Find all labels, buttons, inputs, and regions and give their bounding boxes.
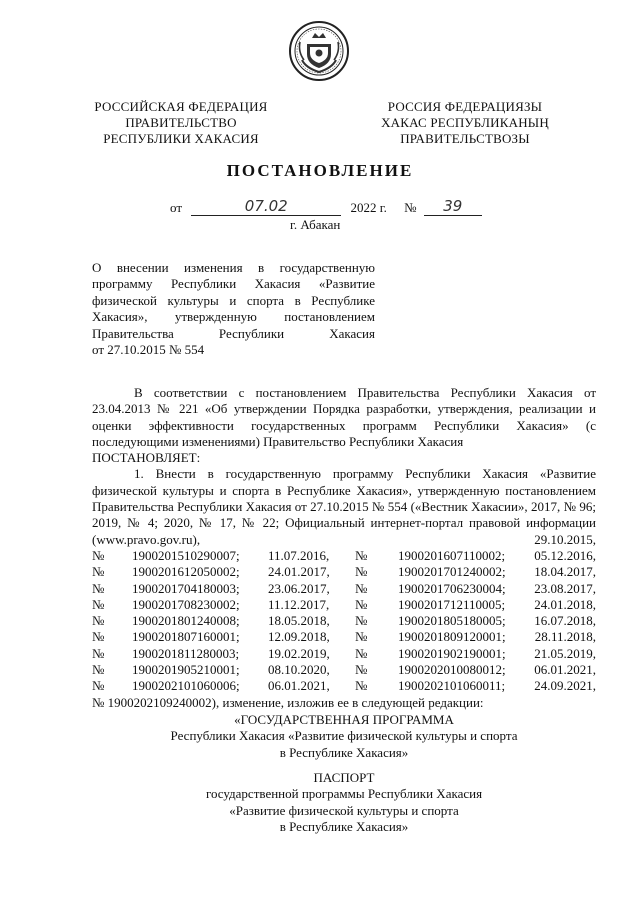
registry-row [92,678,596,694]
registry-cell: 08.10.2020, [268,662,330,678]
registry-cell: 1900201801240008; [132,613,240,629]
registry-cell: 1900201809120001; [398,629,506,645]
registry-cell: 24.09.2021, [534,678,596,694]
passport-heading: ПАСПОРТ [313,770,375,785]
registry-cell: 19.02.2019, [268,645,330,661]
year-text: 2022 г. [350,200,387,215]
registry-cell: 21.05.2019, [534,645,596,661]
coat-of-arms-emblem [288,20,350,82]
registry-cell: № [355,629,368,645]
header-left-line-3: РЕСПУБЛИКИ ХАКАСИЯ [103,131,259,146]
program-title-line: Республики Хакасия «Развитие физической культуры и спорта [170,728,518,744]
registry-cell: 1900201607110002; [398,548,506,563]
header-right-line-1: РОССИЯ ФЕДЕРАЦИЯЗЫ [387,99,543,114]
registry-cell: № [92,645,105,661]
registry-cell: 1900201712110005; [398,596,506,612]
registry-cell: № [355,678,368,694]
registry-row [92,581,596,597]
program-title-line: в Республике Хакасия» [279,744,409,760]
registry-cell: № [92,613,105,629]
registry-cell: № [92,580,105,596]
registry-row [92,548,596,564]
registry-row [92,597,596,613]
registry-cell: 28.11.2018, [534,629,596,645]
header-khakas [365,99,565,147]
header-right-line-2: ХАКАС РЕСПУБЛИКАНЫҢ [381,115,549,130]
subject-line: программу Республики Хакасия «Развитие [92,276,375,292]
registry-cell: 1900202101060006; [132,678,240,694]
subject-line: от 27.10.2015 № 554 [92,342,205,358]
subject-line: Правительства Республики Хакасия [92,325,375,341]
city: г. Абакан [290,217,341,232]
registry-cell: 06.01.2021, [534,662,596,678]
item-1-tail: № 1900202109240002), изменение, изложив ее в следующей редакции: [92,695,484,710]
registry-cell: 16.07.2018, [534,613,596,629]
program-title-block [92,712,596,761]
registry-cell: 05.12.2016, [534,548,596,563]
registry-cell: 23.06.2017, [268,580,330,596]
registry-cell: № [355,613,368,629]
passport-title-line: государственной программы Республики Хакасия [205,786,483,802]
date-handwritten: 07.02 [191,199,341,216]
registry-cell: 1900201704180003; [132,580,240,596]
registry-cell: 18.05.2018, [268,613,330,629]
registry-cell: № [92,596,105,612]
decree-word: ПОСТАНОВЛЯЕТ: [92,450,201,466]
registry-cell: 1900202101060011; [398,678,506,694]
registry-cell: 12.09.2018, [268,629,330,645]
registry-cell: № [355,548,368,563]
registry-row [92,662,596,678]
registry-cell: № [92,564,105,580]
registry-cell: 1900201902190001; [398,645,506,661]
registry-cell: 11.07.2016, [268,548,330,563]
registry-cell: 1900201510290007; [132,548,240,563]
registry-cell: 11.12.2017, [268,596,330,612]
registry-cell: 24.01.2017, [268,564,330,580]
registry-row [92,629,596,645]
registry-cell: 1900201905210001; [132,662,240,678]
passport-title-line: в Республике Хакасия» [279,818,409,834]
registry-list [92,548,596,695]
registry-cell: № [355,580,368,596]
subject-line: О внесении изменения в государственную [92,260,375,275]
registry-cell: № [92,548,105,563]
item-1-tail-block [92,695,596,711]
registry-cell: 23.08.2017, [534,580,596,596]
registry-cell: № [92,629,105,645]
number-sign: № [404,200,417,215]
registry-cell: 1900201701240002; [398,564,506,580]
registry-row [92,613,596,629]
registry-cell: 1900201708230002; [132,596,240,612]
registry-cell: № [92,678,105,694]
passport-title-block [92,770,596,835]
header-russian [88,99,274,147]
subject-line: Хакасия», утвержденную постановлением [92,309,375,325]
registry-cell: 06.01.2021, [268,678,330,694]
date-prefix: от [170,200,183,215]
header-right-line-3: ПРАВИТЕЛЬСТВОЗЫ [400,131,530,146]
subject-line: физической культуры и спорта в Республике [92,292,375,308]
registry-cell: № [355,662,368,678]
registry-cell: 1900201811280003; [132,645,240,661]
item-1-intro: 1. Внести в государственную программу Республики Хакасия «Развитие физической культуры и спорта в Республике Хакасия», утвержденную постановлением Правительства Республики Хакасия от 27.10.2015 № 554 («Вестник Хакасии», 2017, № 96; 2019, № 4; 2020, № 17, № 22; Официальный интернет-портал правовой информации (www.pravo.gov.ru), 29.10.2015, [92,466,596,547]
registry-cell: 1900201807160001; [132,629,240,645]
passport-title-line: «Развитие физической культуры и спорта [229,802,459,818]
number-handwritten: 39 [424,199,482,216]
registry-cell: 1900202010080012; [398,662,506,678]
registry-row [92,564,596,580]
program-title-line: «ГОСУДАРСТВЕННАЯ ПРОГРАММА [234,712,454,727]
header-left-line-1: РОССИЙСКАЯ ФЕДЕРАЦИЯ [94,99,268,114]
header-left-line-2: ПРАВИТЕЛЬСТВО [125,115,237,130]
document-title: ПОСТАНОВЛЕНИЕ [226,161,414,180]
registry-row [92,646,596,662]
registry-cell: 24.01.2018, [534,596,596,612]
registry-cell: 1900201805180005; [398,613,506,629]
preamble-text: В соответствии с постановлением Правительства Республики Хакасия от 23.04.2013 № 221 «Об утверждении Порядка разработки, утверждения, реализации и оценки эффективности государственных программ Республики Хакасия» (с последующими изменениями) Правительство Республики Хакасия [92,385,596,449]
registry-cell: 1900201706230004; [398,580,506,596]
registry-cell: 18.04.2017, [534,564,596,580]
registry-cell: № [355,645,368,661]
subject-block [92,260,375,358]
preamble-block [92,385,596,548]
date-number-line [170,199,482,216]
registry-cell: 1900201612050002; [132,564,240,580]
registry-cell: № [355,596,368,612]
registry-cell: № [355,564,368,580]
registry-cell: № [92,662,105,678]
